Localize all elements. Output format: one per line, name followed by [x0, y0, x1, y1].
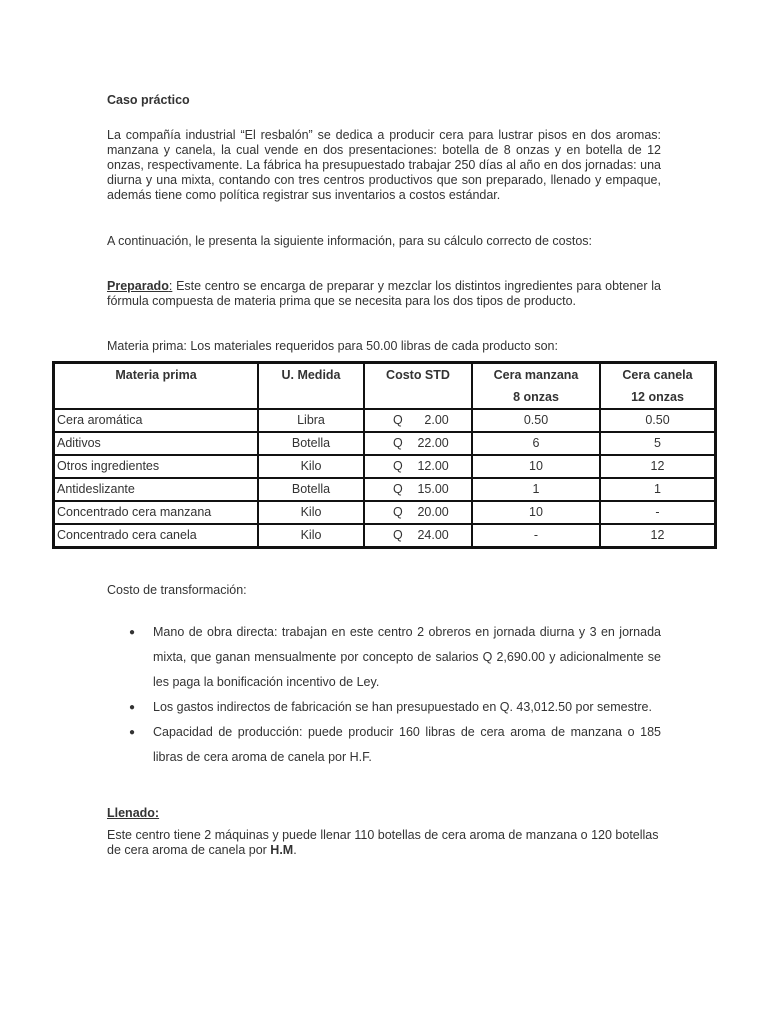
currency-label: Q	[393, 459, 403, 473]
list-item-text: Capacidad de producción: puede producir 160 libras de cera aroma de manzana o 185 libras de cera aroma de canela por H.F.	[153, 725, 661, 764]
cell-materia: Cera aromática	[54, 409, 258, 432]
table-row	[54, 409, 715, 432]
cell-materia: Concentrado cera manzana	[54, 501, 258, 524]
cell-manzana: 6	[472, 432, 600, 455]
cell-unidad: Botella	[258, 478, 364, 501]
preparado-heading: Preparado	[107, 279, 169, 293]
preparado-colon: :	[168, 279, 173, 293]
header-cera-canela	[600, 363, 715, 409]
header-canela-line1: Cera canela	[622, 368, 693, 382]
cost-value: 12.00	[417, 459, 449, 473]
preparado-text: Este centro se encarga de preparar y mezclar los distintos ingredientes para obtener la fórmula compuesta de materia prima que se necesita para los dos tipos de producto.	[107, 279, 661, 308]
cell-costo	[364, 478, 472, 501]
cell-canela: 0.50	[600, 409, 715, 432]
table-row	[54, 455, 715, 478]
cell-materia: Concentrado cera canela	[54, 524, 258, 547]
cell-materia: Aditivos	[54, 432, 258, 455]
cost-value: 15.00	[417, 482, 449, 496]
cell-unidad: Kilo	[258, 501, 364, 524]
continuation-paragraph: A continuación, le presenta la siguiente información, para su cálculo correcto de costos:	[107, 234, 592, 248]
cell-manzana: -	[472, 524, 600, 547]
cost-value: 24.00	[417, 528, 449, 542]
header-costo: Costo STD	[364, 363, 472, 409]
header-canela-line2: 12 onzas	[631, 390, 684, 404]
cell-costo	[364, 432, 472, 455]
llenado-paragraph	[107, 828, 661, 858]
currency-label: Q	[393, 413, 403, 427]
cost-value: 20.00	[417, 505, 449, 519]
list-item	[107, 620, 661, 695]
cell-canela: 5	[600, 432, 715, 455]
currency-label: Q	[393, 528, 403, 542]
table-row	[54, 478, 715, 501]
list-item-text: Los gastos indirectos de fabricación se han presupuestado en Q. 43,012.50 por semestre.	[153, 700, 652, 714]
cell-manzana: 0.50	[472, 409, 600, 432]
cell-unidad: Botella	[258, 432, 364, 455]
cell-costo	[364, 524, 472, 547]
llenado-heading	[107, 806, 661, 821]
cost-value: 22.00	[417, 436, 449, 450]
cell-unidad: Kilo	[258, 524, 364, 547]
cell-materia: Antideslizante	[54, 478, 258, 501]
transformacion-list	[107, 620, 661, 770]
list-item	[107, 720, 661, 770]
llenado-text: Este centro tiene 2 máquinas y puede llenar 110 botellas de cera aroma de manzana o 120 botellas de cera aroma de canela por	[107, 828, 659, 857]
transformacion-heading: Costo de transformación:	[107, 583, 247, 597]
table-row	[54, 501, 715, 524]
header-manzana-line1: Cera manzana	[493, 368, 579, 382]
currency-label: Q	[393, 482, 403, 496]
currency-label: Q	[393, 436, 403, 450]
cell-canela: 12	[600, 524, 715, 547]
header-manzana-line2: 8 onzas	[513, 390, 559, 404]
cell-canela: -	[600, 501, 715, 524]
cell-costo	[364, 455, 472, 478]
cell-manzana: 10	[472, 455, 600, 478]
table-row	[54, 524, 715, 547]
table-header-row	[54, 363, 715, 409]
list-item	[107, 695, 661, 720]
cell-manzana: 10	[472, 501, 600, 524]
cell-unidad: Kilo	[258, 455, 364, 478]
materia-prima-intro: Materia prima: Los materiales requeridos para 50.00 libras de cada producto son:	[107, 339, 558, 353]
bullet-icon: ●	[129, 702, 136, 713]
materia-prima-table	[52, 361, 717, 549]
intro-paragraph: La compañía industrial “El resbalón” se dedica a producir cera para lustrar pisos en dos aromas: manzana y canela, la cual vende en dos presentaciones: botella de 8 onzas y en botella de 12 onzas, respectivamente. La fábrica ha presupuestado trabajar 250 días al año en dos jornadas: una diurna y una mixta, contando con tres centros productivos que son preparado, llenado y empaque, además tiene como política registrar sus inventarios a costos estándar.	[107, 128, 661, 202]
llenado-bold-tail: H.M	[270, 843, 294, 857]
header-cera-manzana	[472, 363, 600, 409]
cell-canela: 12	[600, 455, 715, 478]
llenado-heading-text: Llenado:	[107, 806, 160, 820]
cost-value: 2.00	[424, 413, 449, 427]
cell-manzana: 1	[472, 478, 600, 501]
list-item-text: Mano de obra directa: trabajan en este centro 2 obreros en jornada diurna y 3 en jornada mixta, que ganan mensualmente por concepto de salarios Q 2,690.00 y adicionalmente se les paga la bonificación incentivo de Ley.	[153, 625, 661, 689]
cell-materia: Otros ingredientes	[54, 455, 258, 478]
llenado-end: .	[293, 843, 297, 857]
currency-label: Q	[393, 505, 403, 519]
page-title: Caso práctico	[107, 93, 190, 107]
cell-unidad: Libra	[258, 409, 364, 432]
bullet-icon: ●	[129, 727, 136, 738]
cell-costo	[364, 501, 472, 524]
header-unidad: U. Medida	[258, 363, 364, 409]
table-row	[54, 432, 715, 455]
preparado-paragraph	[107, 279, 661, 309]
header-materia: Materia prima	[54, 363, 258, 409]
cell-costo	[364, 409, 472, 432]
cell-canela: 1	[600, 478, 715, 501]
bullet-icon: ●	[129, 627, 136, 638]
